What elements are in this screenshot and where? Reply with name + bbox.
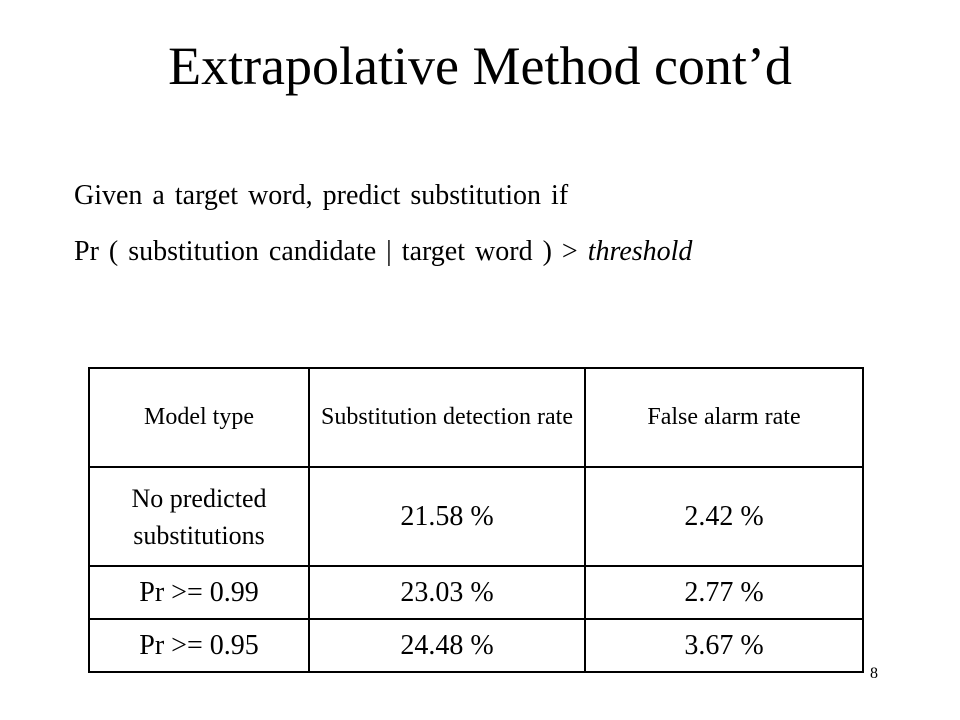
cell-model-type: No predicted substitutions <box>89 467 309 566</box>
table-row <box>89 467 863 566</box>
header-model-type: Model type <box>89 368 309 467</box>
cell-false-alarm-rate: 2.77 % <box>585 566 863 619</box>
cell-model-type: Pr >= 0.95 <box>89 619 309 672</box>
cell-detection-rate: 24.48 % <box>309 619 585 672</box>
cell-model-type: Pr >= 0.99 <box>89 566 309 619</box>
table-header-row <box>89 368 863 467</box>
table-row <box>89 619 863 672</box>
header-false-alarm-rate: False alarm rate <box>585 368 863 467</box>
results-table <box>88 367 864 673</box>
header-detection-rate: Substitution detection rate <box>309 368 585 467</box>
page-number: 8 <box>870 665 878 682</box>
slide-body <box>74 168 692 280</box>
cell-false-alarm-rate: 3.67 % <box>585 619 863 672</box>
slide-title: Extrapolative Method cont’d <box>168 36 792 96</box>
body-line-2 <box>74 224 692 280</box>
body-line-1: Given a target word, predict substitution if <box>74 180 569 211</box>
table-row <box>89 566 863 619</box>
cell-detection-rate: 21.58 % <box>309 467 585 566</box>
body-line-2-text: Pr ( substitution candidate | target word ) > <box>74 236 588 267</box>
cell-false-alarm-rate: 2.42 % <box>585 467 863 566</box>
cell-detection-rate: 23.03 % <box>309 566 585 619</box>
threshold-term: threshold <box>587 236 693 267</box>
